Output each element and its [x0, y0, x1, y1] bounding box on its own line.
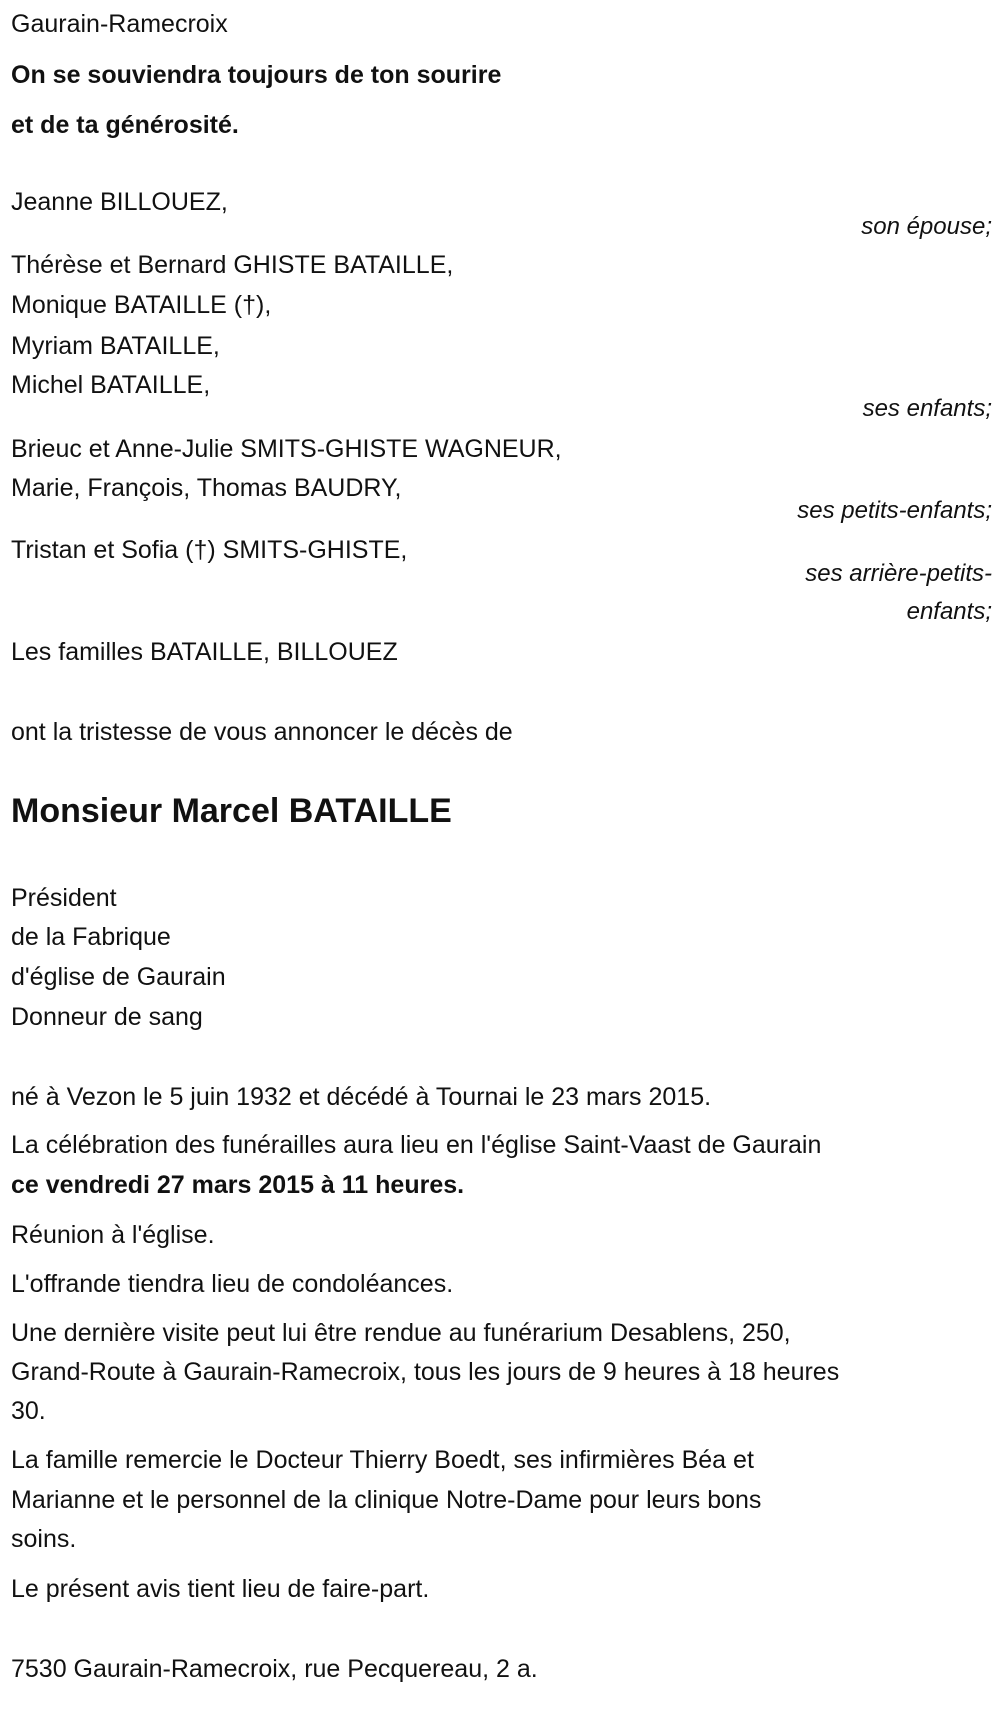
thanks-line: soins. [11, 1525, 77, 1553]
ceremony-date: ce vendredi 27 mars 2015 à 11 heures. [11, 1171, 465, 1199]
great-grandchildren-role: enfants; [906, 598, 992, 625]
title-line: de la Fabrique [11, 923, 171, 951]
thanks-line: La famille remercie le Docteur Thierry Boedt, ses infirmières Béa et [11, 1446, 754, 1474]
birth-death: né à Vezon le 5 juin 1932 et décédé à Tournai le 23 mars 2015. [11, 1083, 712, 1111]
families: Les familles BATAILLE, BILLOUEZ [11, 638, 398, 666]
quote-line: On se souviendra toujours de ton sourire [11, 61, 502, 89]
meeting: Réunion à l'église. [11, 1221, 215, 1249]
great-grandchildren-role: ses arrière-petits- [805, 560, 992, 587]
visit-line: Grand-Route à Gaurain-Ramecroix, tous les jours de 9 heures à 18 heures [11, 1358, 840, 1386]
quote-line: et de ta générosité. [11, 111, 239, 139]
notice: Le présent avis tient lieu de faire-part. [11, 1575, 430, 1603]
visit-line: 30. [11, 1397, 46, 1425]
address: 7530 Gaurain-Ramecroix, rue Pecquereau, 2 a. [11, 1655, 538, 1683]
offering: L'offrande tiendra lieu de condoléances. [11, 1270, 454, 1298]
children-role: ses enfants; [862, 395, 992, 422]
spouse: Jeanne BILLOUEZ, [11, 188, 228, 216]
deceased-name: Monsieur Marcel BATAILLE [11, 792, 452, 830]
title-line: Président [11, 884, 117, 912]
child: Myriam BATAILLE, [11, 332, 220, 360]
grandchild: Marie, François, Thomas BAUDRY, [11, 474, 402, 502]
great-grandchild: Tristan et Sofia (†) SMITS-GHISTE, [11, 536, 408, 564]
visit-line: Une dernière visite peut lui être rendue au funérarium Desablens, 250, [11, 1319, 791, 1347]
child: Michel BATAILLE, [11, 371, 211, 399]
announce: ont la tristesse de vous annoncer le décès de [11, 718, 513, 746]
child: Thérèse et Bernard GHISTE BATAILLE, [11, 251, 454, 279]
thanks-line: Marianne et le personnel de la clinique Notre-Dame pour leurs bons [11, 1486, 762, 1514]
spouse-role: son épouse; [861, 213, 992, 240]
ceremony: La célébration des funérailles aura lieu en l'église Saint-Vaast de Gaurain [11, 1131, 822, 1159]
location: Gaurain-Ramecroix [11, 10, 228, 38]
title-line: Donneur de sang [11, 1003, 203, 1031]
title-line: d'église de Gaurain [11, 963, 226, 991]
grandchild: Brieuc et Anne-Julie SMITS-GHISTE WAGNEUR, [11, 435, 562, 463]
grandchildren-role: ses petits-enfants; [797, 497, 992, 524]
child: Monique BATAILLE (†), [11, 291, 272, 319]
